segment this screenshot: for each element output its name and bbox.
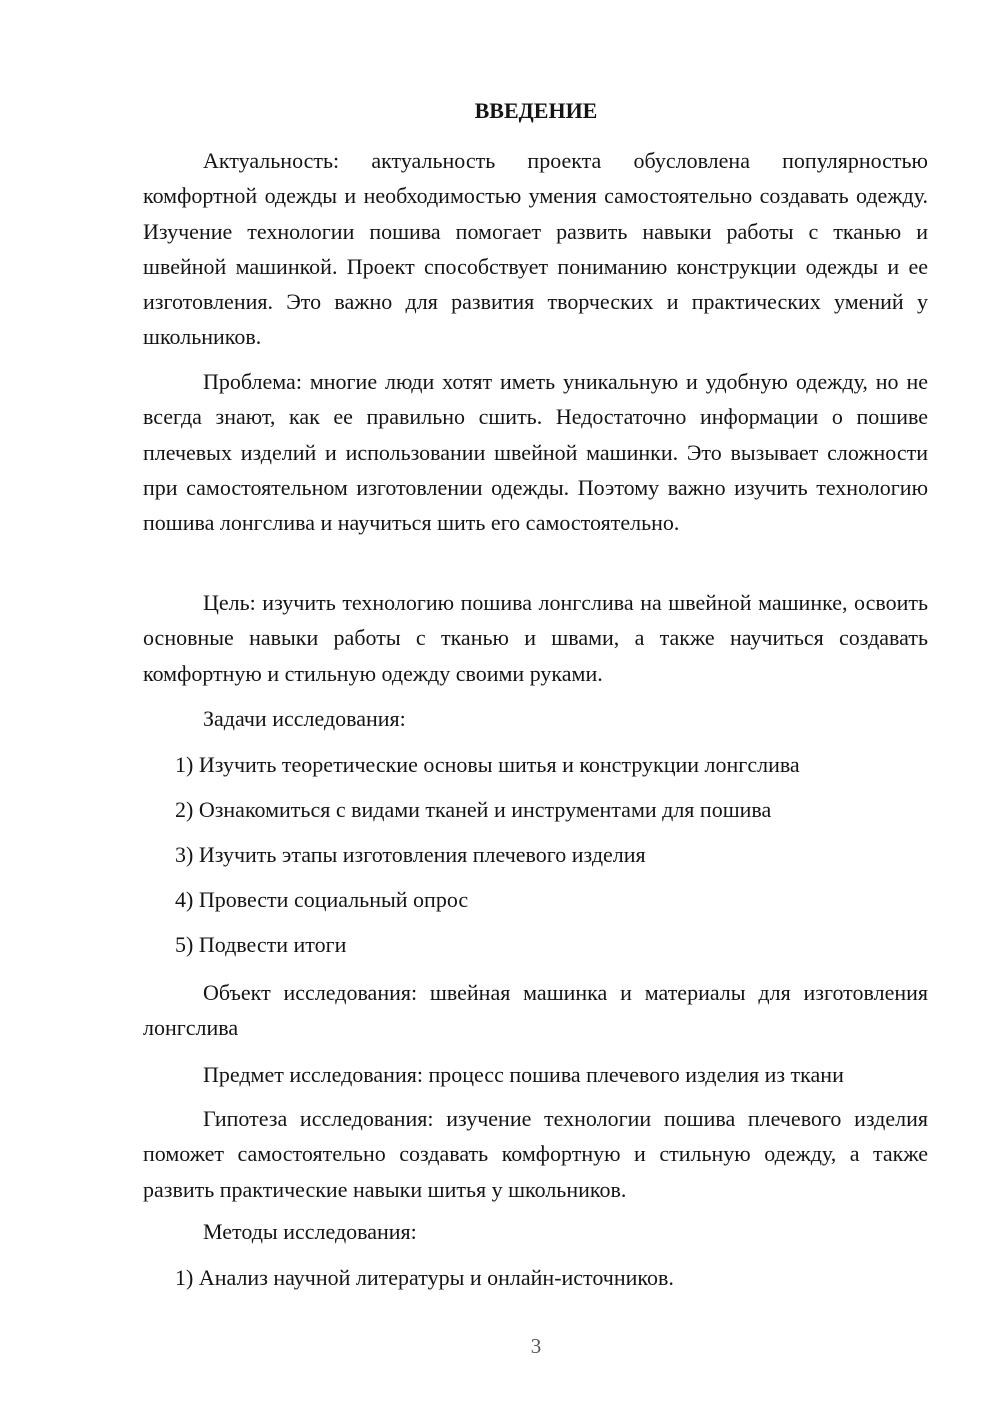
goal-paragraph: Цель: изучить технологию пошива лонгслива на швейной машинке, освоить основные навыки работы с тканью и швами, а также научиться создавать комфортную и стильную одежду своими руками.	[143, 590, 928, 686]
methods-heading: Методы исследования:	[203, 1219, 417, 1244]
tasks-heading: Задачи исследования:	[203, 706, 406, 731]
hypothesis-paragraph: Гипотеза исследования: изучение технологии пошива плечевого изделия поможет самостоятельно создавать комфортную и стильную одежду, а также развить практические навыки шитья у школьников.	[143, 1106, 928, 1202]
task-item: 2) Ознакомиться с видами тканей и инструментами для пошива	[175, 797, 772, 822]
task-item: 1) Изучить теоретические основы шитья и конструкции лонгслива	[175, 752, 800, 777]
task-item: 3) Изучить этапы изготовления плечевого изделия	[175, 842, 646, 867]
object-paragraph: Объект исследования: швейная машинка и материалы для изготовления лонгслива	[143, 980, 928, 1041]
page-number: 3	[530, 1334, 542, 1358]
method-item: 1) Анализ научной литературы и онлайн-источников.	[175, 1265, 674, 1290]
task-item: 5) Подвести итоги	[175, 932, 347, 957]
relevance-paragraph: Актуальность: актуальность проекта обусловлена популярностью комфортной одежды и необходимостью умения самостоятельно создавать одежду. Изучение технологии пошива помогает развить навыки работы с тканью и швейной машинкой. Проект способствует пониманию конструкции одежды и ее изготовления. Это важно для развития творческих и практических умений у школьников.	[143, 148, 928, 350]
problem-paragraph: Проблема: многие люди хотят иметь уникальную и удобную одежду, но не всегда знают, как ее правильно сшить. Недостаточно информации о пошиве плечевых изделий и использовании швейной машинки. Это вызывает сложности при самостоятельном изготовлении одежды. Поэтому важно изучить технологию пошива лонгслива и научиться шить его самостоятельно.	[143, 369, 928, 536]
page-title: ВВЕДЕНИЕ	[474, 98, 598, 123]
task-item: 4) Провести социальный опрос	[175, 887, 469, 912]
subject-paragraph: Предмет исследования: процесс пошива плечевого изделия из ткани	[203, 1062, 844, 1087]
